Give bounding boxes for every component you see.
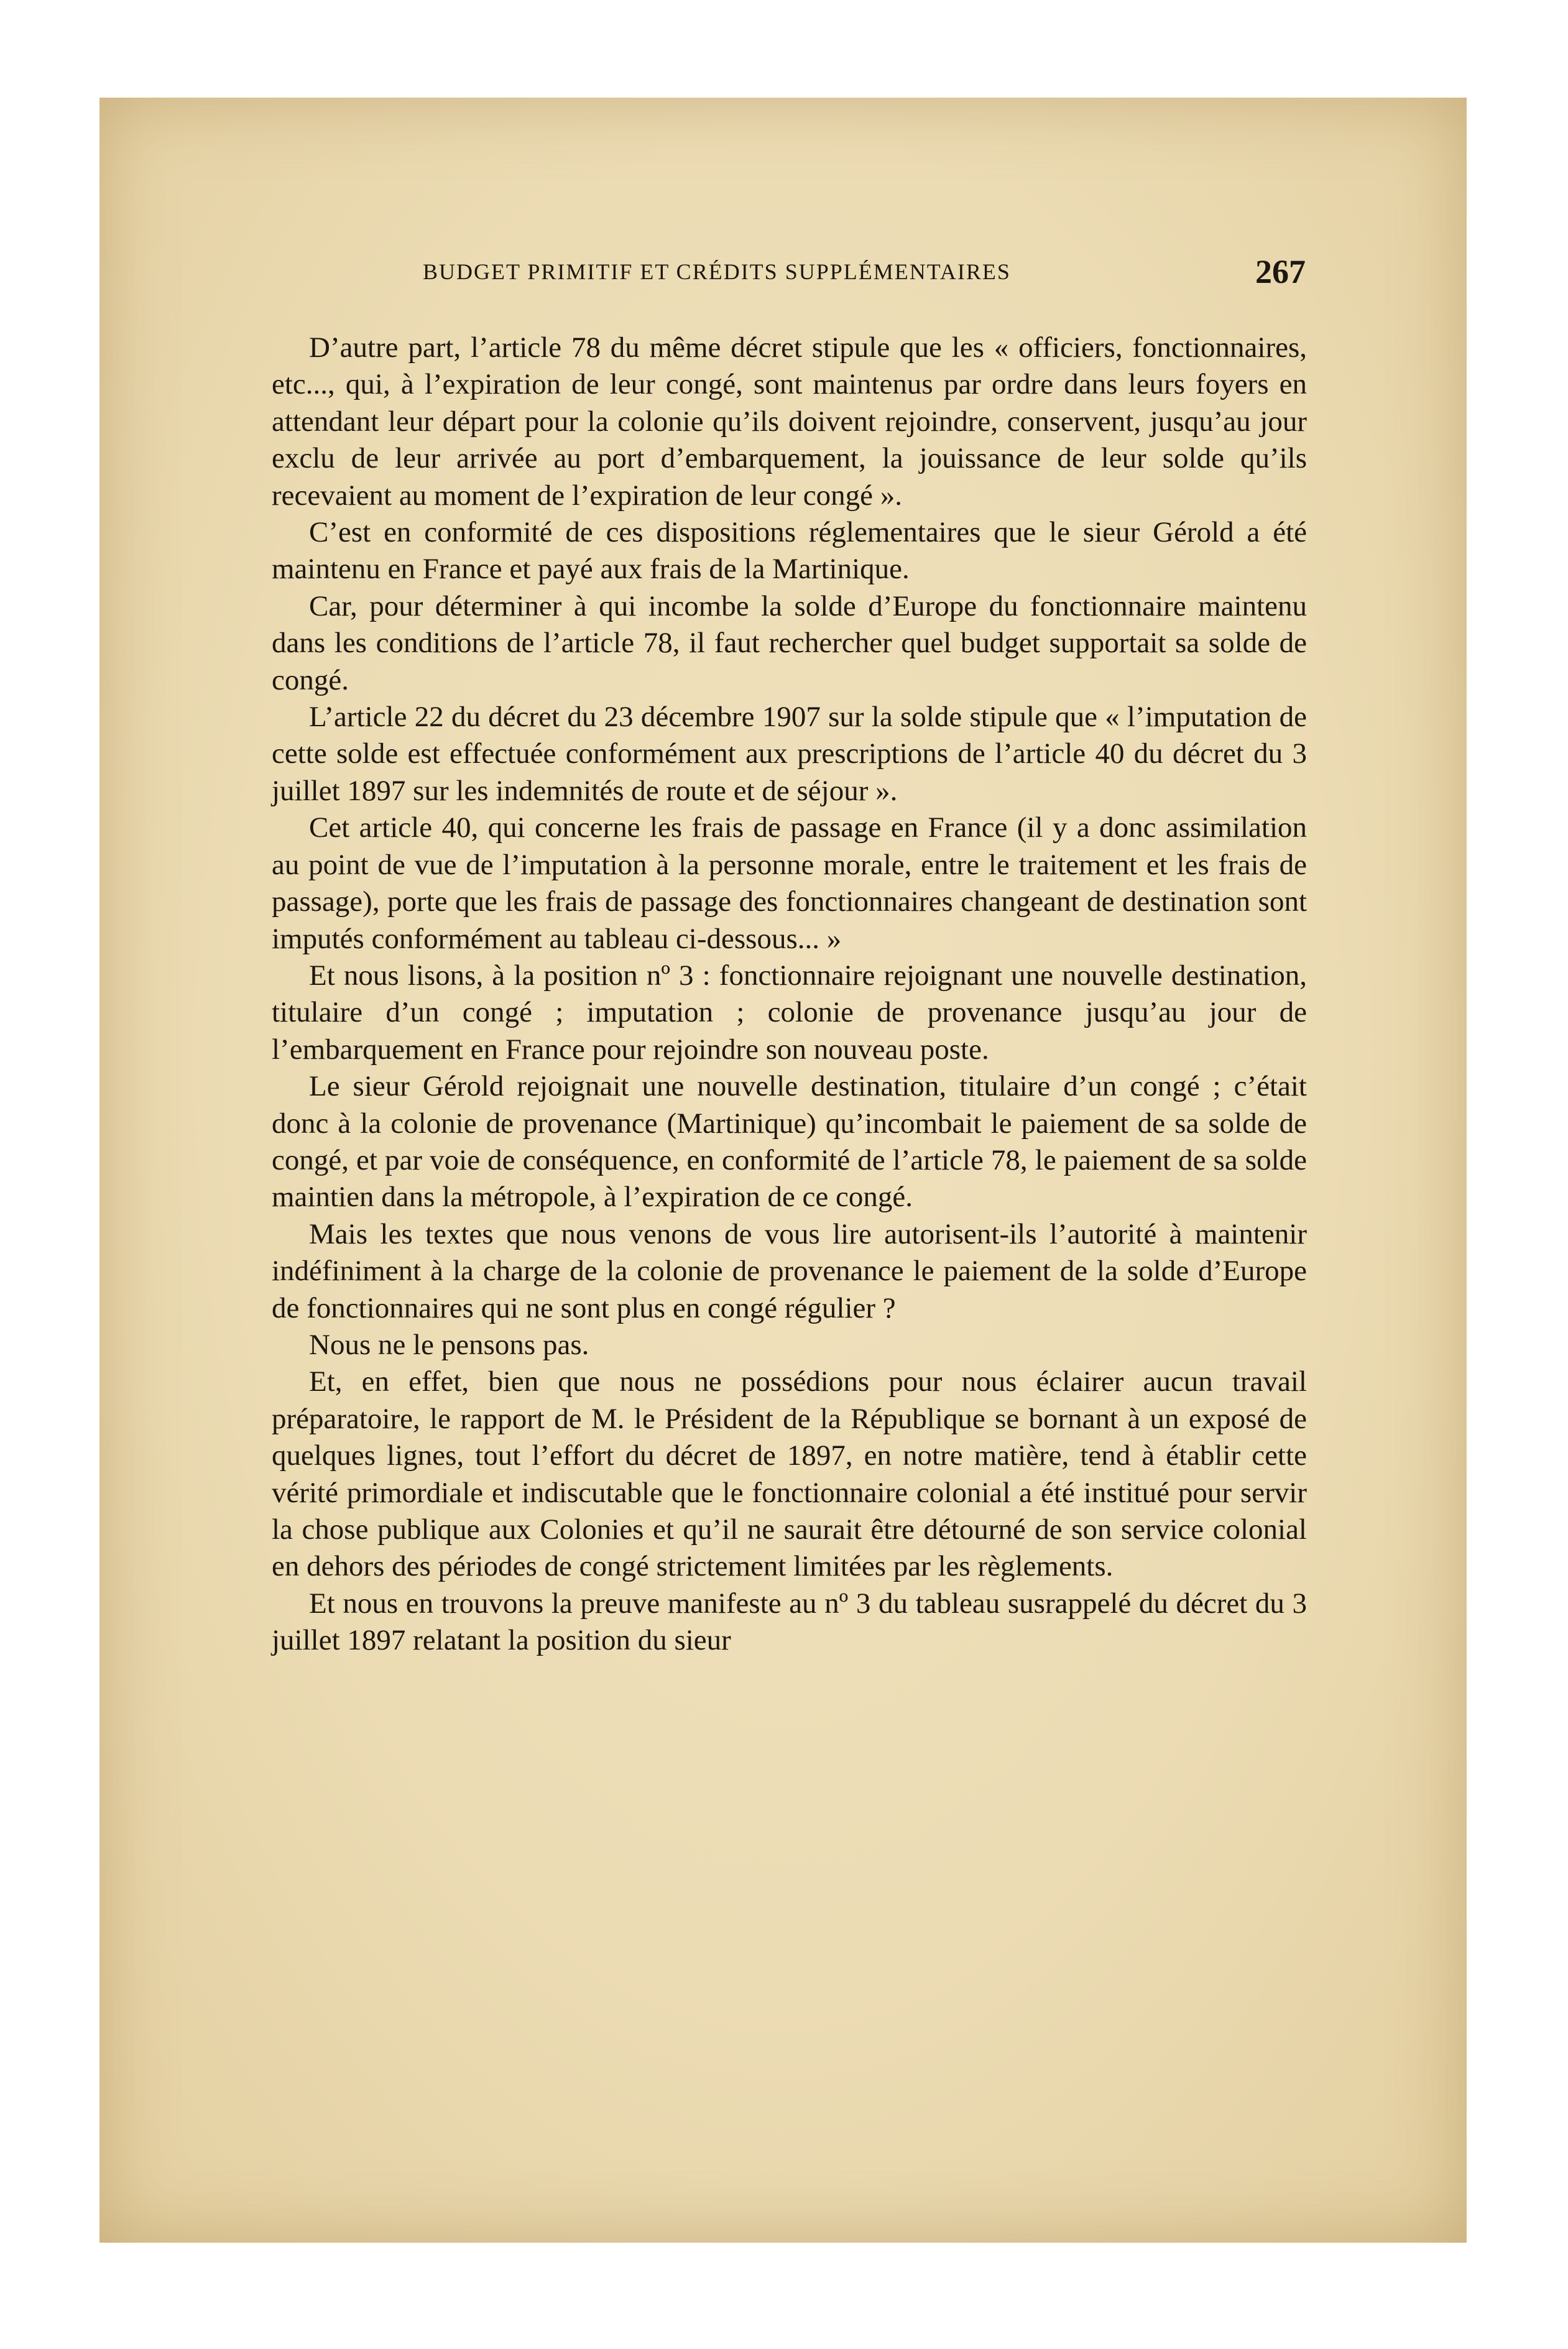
body-text (272, 330, 1307, 1659)
paragraph: Nous ne le pensons pas. (309, 1328, 589, 1361)
paragraph: Et nous lisons, à la position nº 3 : fonctionnaire rejoignant une nouvelle destination, titulaire d’un congé ; imputation ; colonie de provenance jusqu’au jour de l’embarquement en France pour rejoindre son nouveau poste. (272, 959, 1307, 1066)
paragraph: Et, en effet, bien que nous ne possédions pour nous éclairer aucun travail préparatoire, le rapport de M. le Président de la République se bornant à un exposé de quelques lignes, tout l’effort du décret de 1897, en notre matière, tend à établir cette vérité primordiale et indiscutable que le fonctionnaire colonial a été institué pour servir la chose publique aux Colonies et qu’il ne saurait être détourné de son service colonial en dehors des périodes de congé strictement limitées par les règlements. (272, 1365, 1307, 1583)
paragraph: D’autre part, l’article 78 du même décret stipule que les « officiers, fonctionnaires, etc..., qui, à l’expiration de leur congé, sont maintenus par ordre dans leurs foyers en attendant leur départ pour la colonie qu’ils doivent rejoindre, conservent, jusqu’au jour exclu de leur arrivée au port d’embarquement, la jouissance de leur solde qu’ils recevaient au moment de l’expiration de leur congé ». (272, 331, 1307, 512)
paragraph: Car, pour déterminer à qui incombe la solde d’Europe du fonctionnaire maintenu dans les conditions de l’article 78, il faut rechercher quel budget supportait sa solde de congé. (272, 589, 1307, 696)
page-header (423, 253, 1306, 293)
paragraph: Mais les textes que nous venons de vous lire autorisent-ils l’autorité à maintenir indéfiniment à la charge de la colonie de provenance le paiement de la solde d’Europe de fonctionnaires qui ne sont plus en congé régulier ? (272, 1217, 1307, 1324)
paragraph: Le sieur Gérold rejoignait une nouvelle destination, titulaire d’un congé ; c’était donc à la colonie de provenance (Martinique) qu’incombait le paiement de sa solde de congé, et par voie de conséquence, en conformité de l’article 78, le paiement de sa solde maintien dans la métropole, à l’expiration de ce congé. (272, 1070, 1307, 1214)
paragraph: L’article 22 du décret du 23 décembre 1907 sur la solde stipule que « l’imputation de cette solde est effectuée conformément aux prescriptions de l’article 40 du décret du 3 juillet 1897 sur les indemnités de route et de séjour ». (272, 701, 1307, 807)
page-number: 267 (1255, 253, 1306, 290)
paragraph: Et nous en trouvons la preuve manifeste au nº 3 du tableau susrappelé du décret du 3 juillet 1897 relatant la position du sieur (272, 1587, 1307, 1657)
paragraph: Cet article 40, qui concerne les frais de passage en France (il y a donc assimilation au point de vue de l’imputation à la personne morale, entre le traitement et les frais de passage), porte que les frais de passage des fonctionnaires changeant de destination sont imputés conformément au tableau ci-dessous... » (272, 811, 1307, 955)
running-title: BUDGET PRIMITIF ET CRÉDITS SUPPLÉMENTAIRES (423, 259, 1011, 284)
paragraph: C’est en conformité de ces dispositions réglementaires que le sieur Gérold a été maintenu en France et payé aux frais de la Martinique. (272, 516, 1307, 586)
